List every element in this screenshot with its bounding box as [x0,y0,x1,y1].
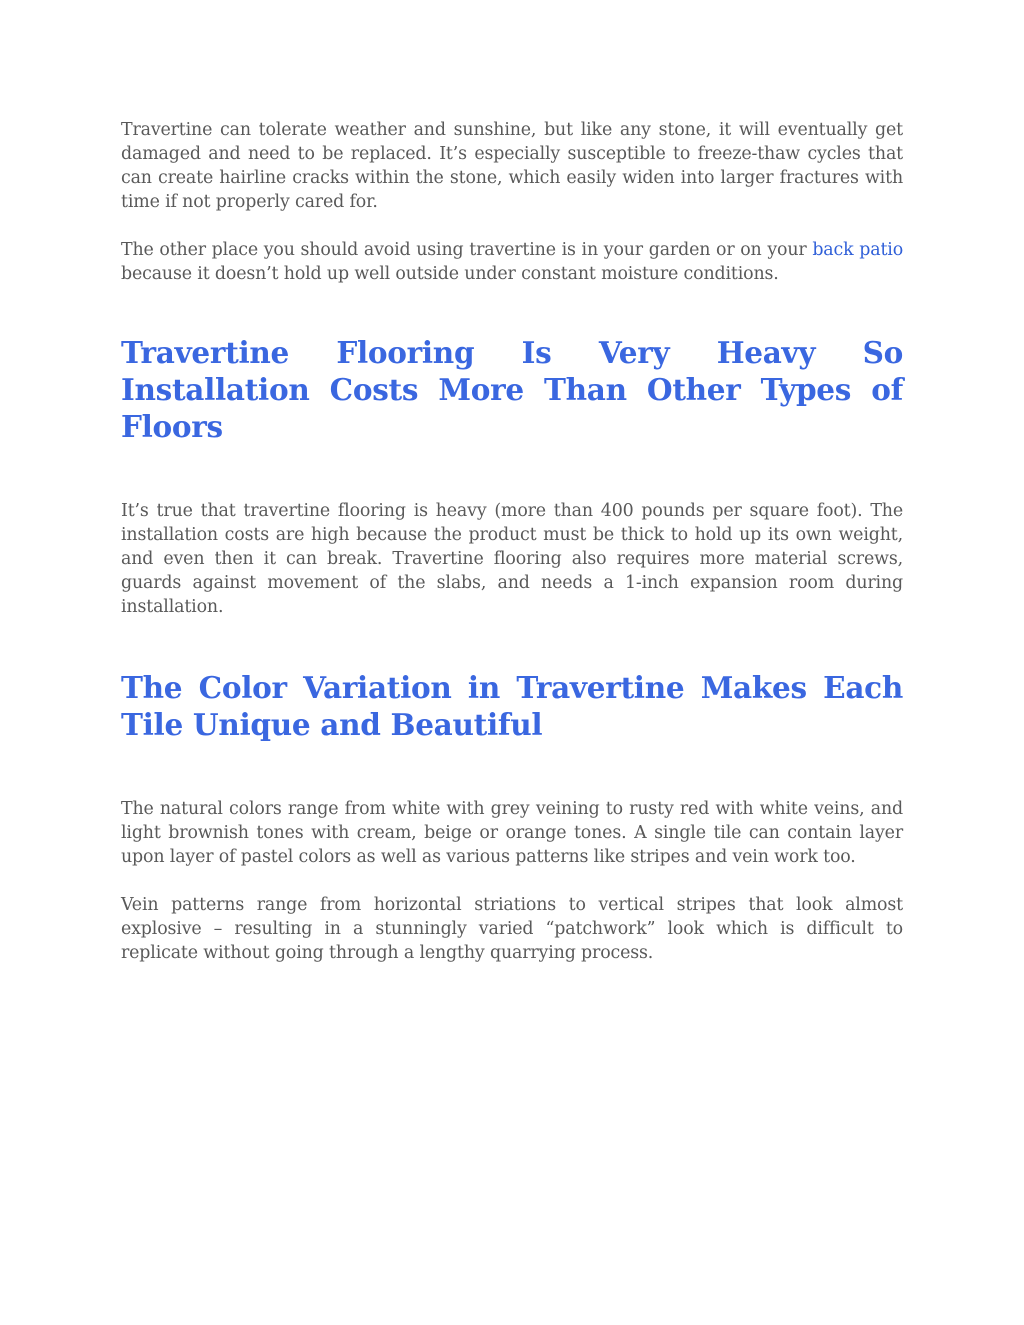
paragraph-outdoor-use-text-after: because it doesn’t hold up well outside under constant moisture conditions. [121,264,779,284]
paragraph-natural-colors: The natural colors range from white with grey veining to rusty red with white veins, and light brownish tones with cream, beige or orange tones. A single tile can contain layer upon layer of pastel colors as well as various patterns like stripes and vein work too. [121,799,903,867]
heading-color-variation: The Color Variation in Travertine Makes Each Tile Unique and Beautiful [121,670,903,742]
paragraph-vein-patterns: Vein patterns range from horizontal striations to vertical stripes that look almost explosive – resulting in a stunningly varied “patchwork” look which is difficult to replicate without going through a lengthy quarrying process. [121,895,903,963]
paragraph-outdoor-use-text-before: The other place you should avoid using travertine is in your garden or on your [121,240,813,260]
paragraph-installation-costs: It’s true that travertine flooring is heavy (more than 400 pounds per square foot). The installation costs are high because the product must be thick to hold up its own weight, and even then it can break. Travertine flooring also requires more material screws, guards against movement of the slabs, and needs a 1-inch expansion room during installation. [121,501,903,617]
paragraph-freeze-thaw: Travertine can tolerate weather and sunshine, but like any stone, it will eventually get damaged and need to be replaced. It’s especially susceptible to freeze-thaw cycles that can create hairline cracks within the stone, which easily widen into larger fractures with time if not properly cared for. [121,120,903,212]
back-patio-link[interactable]: back patio [812,240,904,260]
document-page [121,118,903,965]
heading-heavy-flooring: Travertine Flooring Is Very Heavy So Installation Costs More Than Other Types of Floors [121,335,903,444]
paragraph-outdoor-use [121,238,903,286]
